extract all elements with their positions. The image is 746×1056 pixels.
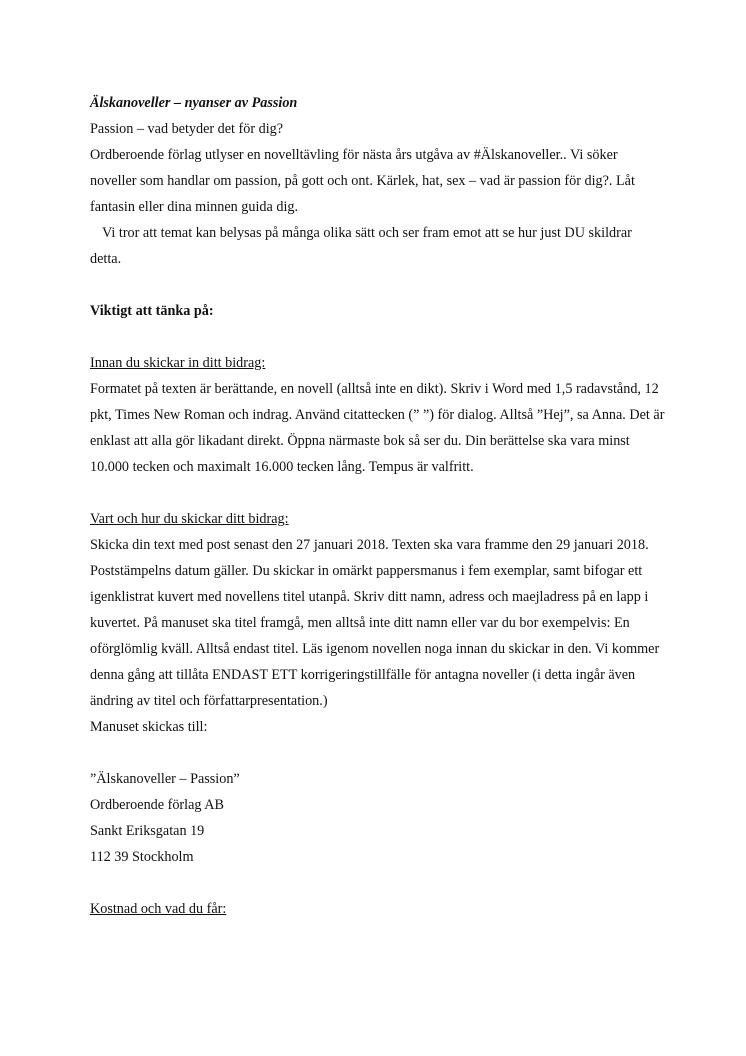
address-line-4: 112 39 Stockholm [90,849,194,865]
spacer [90,740,666,766]
spacer [90,480,666,506]
address-line-3: Sankt Eriksgatan 19 [90,823,205,839]
section-where-heading: Vart och hur du skickar ditt bidrag: [90,511,289,527]
send-to-label: Manuset skickas till: [90,719,208,735]
address-line-1: ”Älskanoveller – Passion” [90,771,240,787]
spacer [90,870,666,896]
section-cost-heading: Kostnad och vad du får: [90,901,227,917]
intro-question: Passion – vad betyder det för dig? [90,121,284,137]
spacer [90,272,666,298]
document-title: Älskanoveller – nyanser av Passion [90,95,298,111]
address-line-2: Ordberoende förlag AB [90,797,224,813]
intro-paragraph-2: Vi tror att temat kan belysas på många olika sätt och ser fram emot att se hur just DU skildrar detta. [90,225,632,267]
important-heading: Viktigt att tänka på: [90,303,214,319]
intro-paragraph: Ordberoende förlag utlyser en novelltävling för nästa års utgåva av #Älskanoveller.. Vi söker noveller som handlar om passion, på gott och ont. Kärlek, hat, sex – vad är passion för dig?. Låt fantasin eller dina minnen guida dig. [90,147,635,215]
section-before-heading: Innan du skickar in ditt bidrag: [90,355,266,371]
section-before-body: Formatet på texten är berättande, en novell (alltså inte en dikt). Skriv i Word med 1,5 radavstånd, 12 pkt, Times New Roman och indrag. Använd citattecken (” ”) för dialog. Alltså ”Hej”, sa Anna. Det är enklast att alla gör likadant direkt. Öppna närmaste bok så ser du. Din berättelse ska vara minst 10.000 tecken och maximalt 16.000 tecken lång. Tempus är valfritt. [90,381,665,475]
section-where-body: Skicka din text med post senast den 27 januari 2018. Texten ska vara framme den 29 januari 2018. Poststämpelns datum gäller. Du skickar in omärkt pappersmanus i fem exemplar, samt bifogar ett igenklistrat kuvert med novellens titel utanpå. Skriv ditt namn, adress och maejladress på en lapp i kuvertet. På manuset ska titel framgå, men alltså inte ditt namn eller var du bor exempelvis: En oförglömlig kväll. Alltså endast titel. Läs igenom novellen noga innan du skickar in den. Vi kommer denna gång att tillåta ENDAST ETT korrigeringstillfälle för antagna noveller (i detta ingår även ändring av titel och författarpresentation.) [90,537,660,709]
spacer [90,324,666,350]
